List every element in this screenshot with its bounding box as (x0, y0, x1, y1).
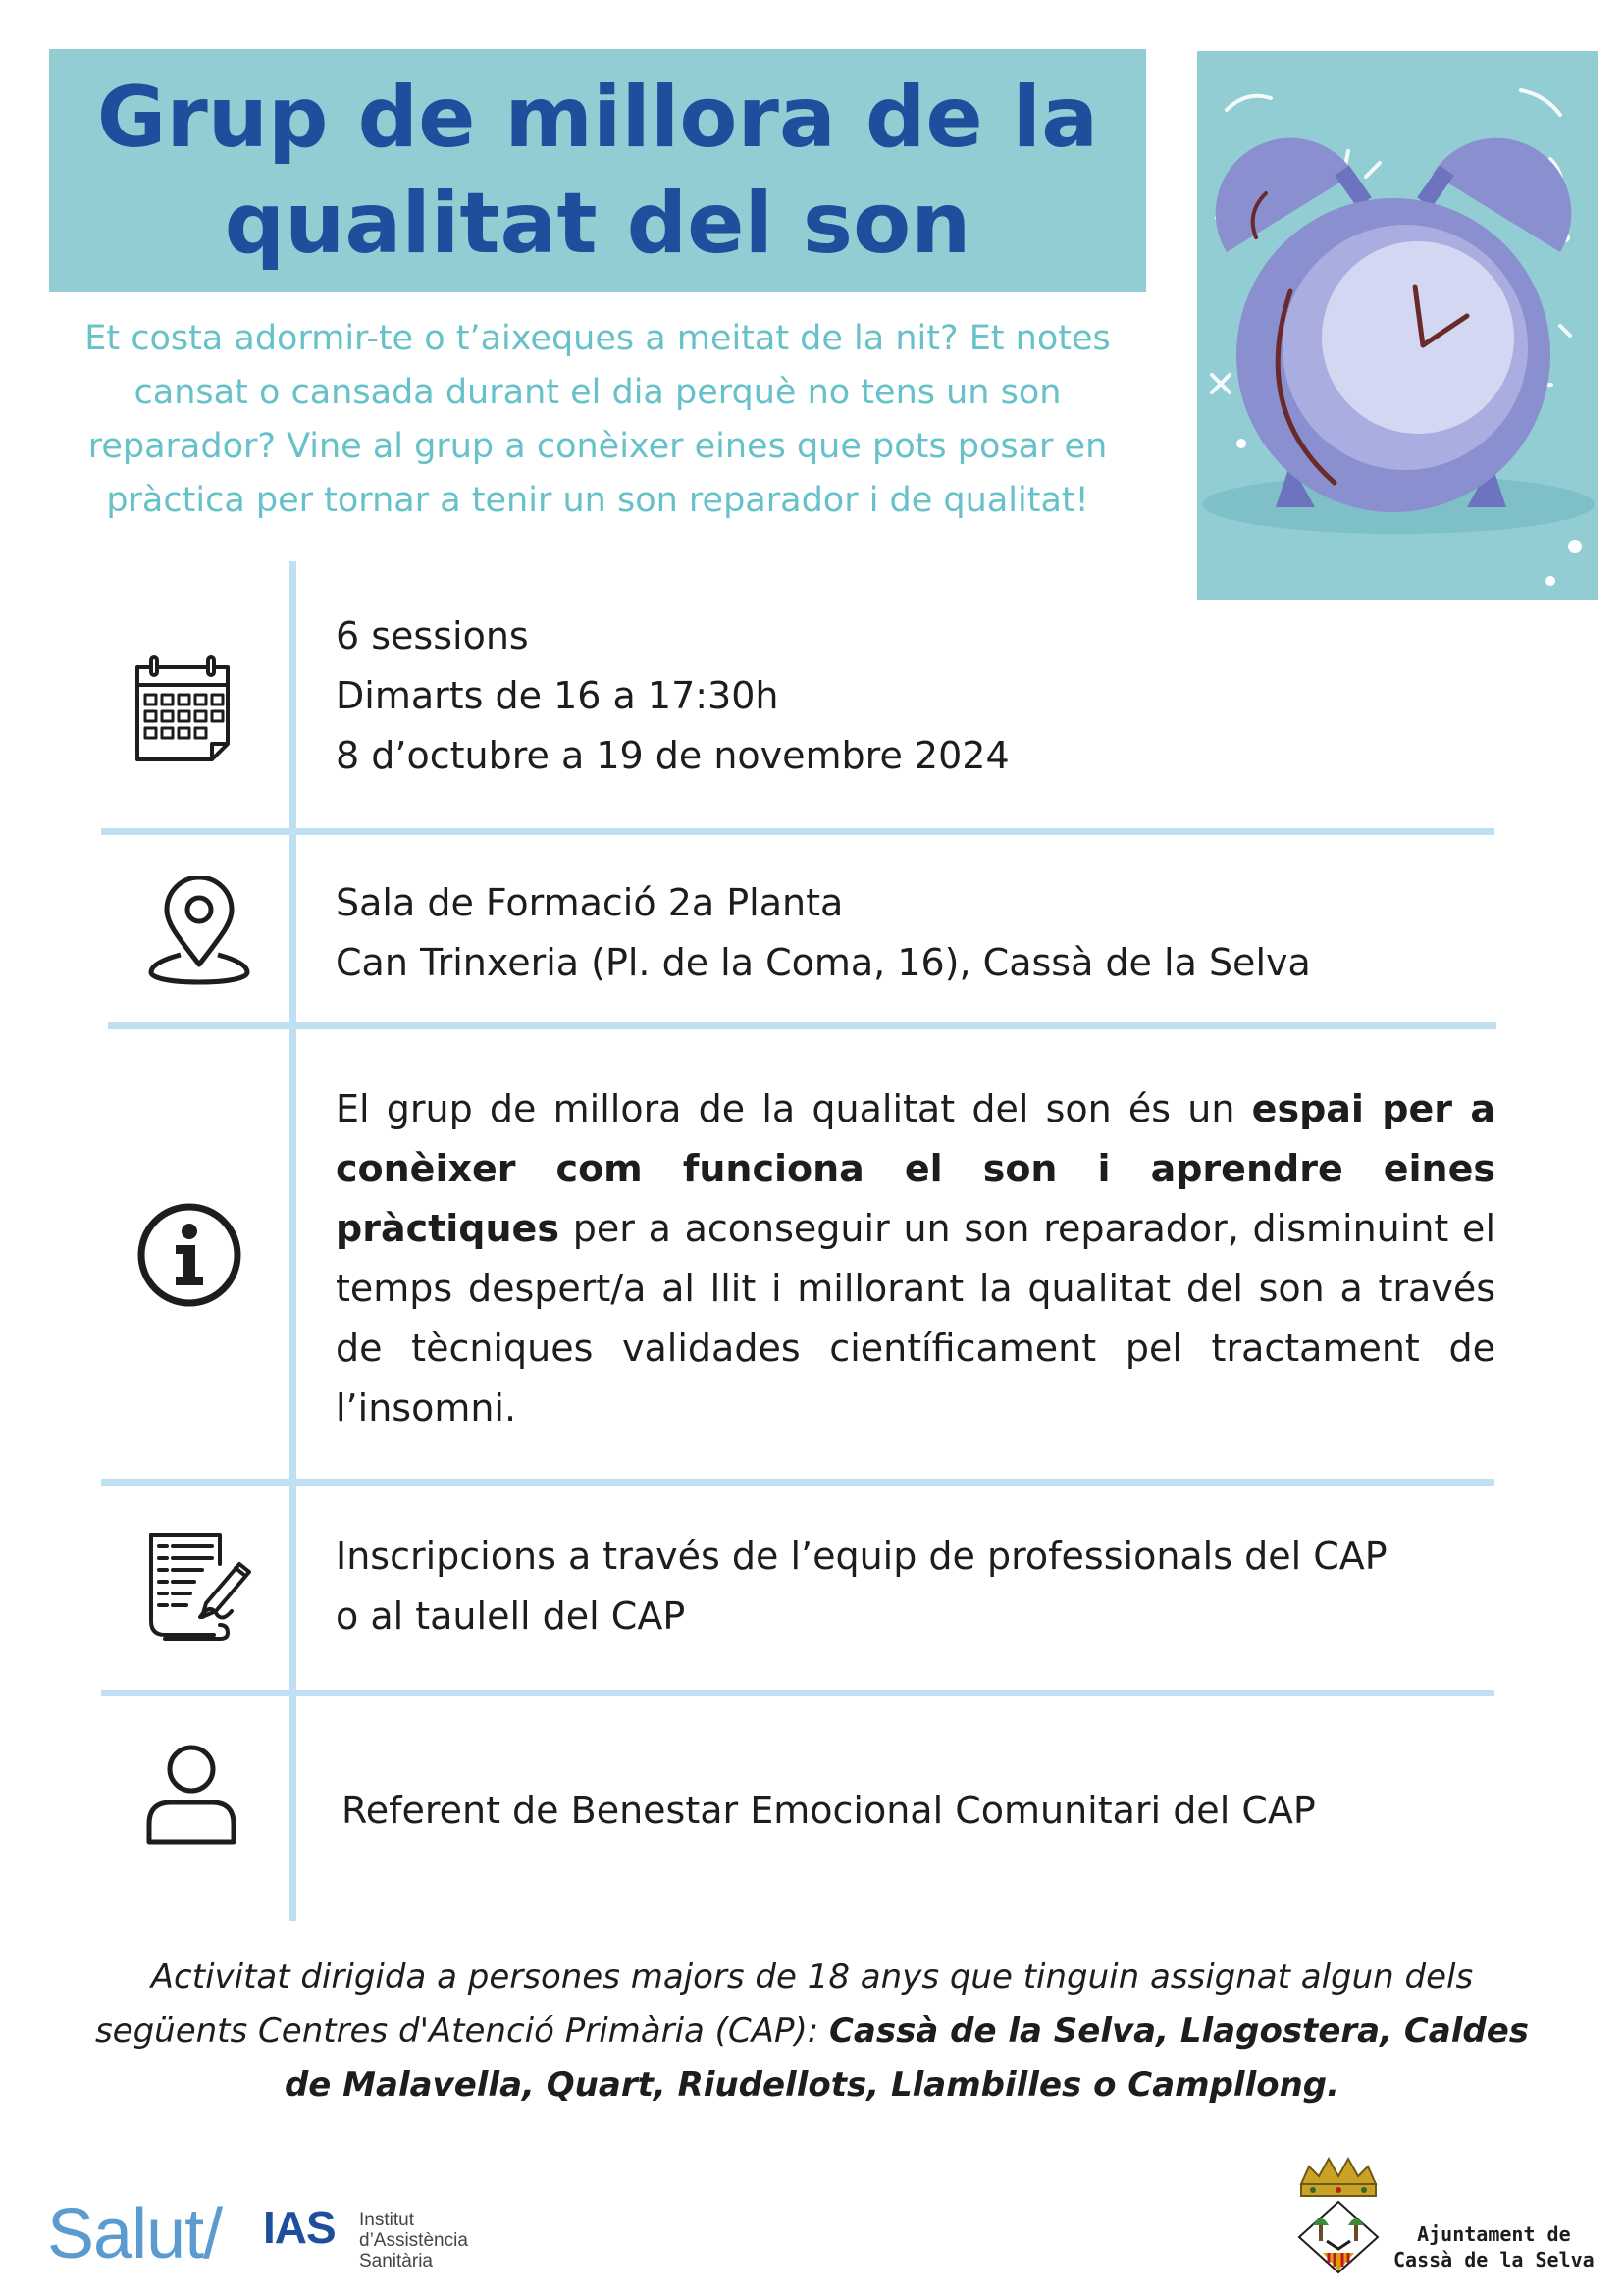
info-icon (136, 1202, 242, 1312)
divider-4 (101, 1690, 1494, 1696)
ias-line-2: d’Assistència (359, 2230, 468, 2251)
contact-referent: Referent de Benestar Emocional Comunitari del CAP (341, 1789, 1316, 1832)
info-text-end: per a aconseguir un son reparador, disminuint el temps despert/a al llit i millorant la qualitat del son a través de tècniques validades científicament pel tractament de l’insomni. (336, 1207, 1495, 1430)
ajuntament-line-2: Cassà de la Selva (1393, 2248, 1595, 2271)
title-line-2: qualitat del son (224, 175, 971, 273)
divider-3 (101, 1479, 1494, 1486)
intro-line-2: cansat o cansada durant el dia perquè no tens un son (133, 373, 1062, 412)
session-time: Dimarts de 16 a 17:30h (336, 674, 779, 717)
vertical-divider (289, 561, 296, 1921)
eligibility-text: Activitat dirigida a persones majors de 18 anys que tinguin assignat algun dels següents Centres d'Atenció Primària (CAP): (94, 1957, 1474, 2051)
ias-line-3: Sanitària (359, 2251, 433, 2271)
info-description (336, 1079, 1495, 1438)
intro-line-3: reparador? Vine al grup a conèixer eines que pots posar en (87, 427, 1108, 466)
location-details (336, 873, 1311, 993)
divider-2 (108, 1022, 1496, 1029)
info-text-start: El grup de millora de la qualitat del son és un (336, 1087, 1252, 1130)
ajuntament-line-1: Ajuntament de (1417, 2222, 1571, 2246)
title-banner (49, 49, 1146, 292)
map-pin-icon (147, 876, 251, 990)
session-dates: 8 d’octubre a 19 de novembre 2024 (336, 734, 1010, 777)
title-line-1: Grup de millora de la (96, 69, 1099, 167)
sessions-count: 6 sessions (336, 614, 529, 657)
calendar-icon (133, 655, 232, 767)
document-signature-icon (145, 1531, 253, 1644)
alarm-clock-illustration (1197, 51, 1598, 600)
ias-logo-subtitle (359, 2210, 468, 2271)
ias-line-1: Institut (359, 2210, 414, 2230)
divider-1 (101, 828, 1494, 835)
registration-line-1: Inscripcions a través de l’equip de professionals del CAP (336, 1535, 1388, 1578)
municipal-crest-icon (1293, 2155, 1384, 2296)
ajuntament-logo-text (1393, 2221, 1595, 2272)
salut-logo: Salut/ (47, 2195, 223, 2273)
schedule-details (336, 606, 1010, 786)
registration-line-2: o al taulell del CAP (336, 1594, 686, 1638)
intro-paragraph (49, 312, 1146, 528)
registration-details (336, 1527, 1388, 1646)
ias-logo: IAS (263, 2202, 336, 2253)
person-icon (145, 1744, 237, 1850)
location-room: Sala de Formació 2a Planta (336, 881, 844, 924)
location-address: Can Trinxeria (Pl. de la Coma, 16), Cassà de la Selva (336, 941, 1311, 984)
info-text-bold: espai per a conèixer com funciona el son i aprendre eines pràctiques (336, 1087, 1495, 1250)
eligibility-note (79, 1951, 1545, 2113)
page-title (49, 49, 1146, 292)
intro-line-1: Et costa adormir-te o t’aixeques a meitat de la nit? Et notes (84, 319, 1111, 358)
eligible-centres: Cassà de la Selva, Llagostera, Caldes de Malavella, Quart, Riudellots, Llambilles o Campllong. (284, 2011, 1530, 2105)
intro-line-4: pràctica per tornar a tenir un son reparador i de qualitat! (106, 481, 1089, 520)
alarm-clock-icon (1197, 51, 1598, 600)
contact-details (341, 1781, 1316, 1841)
